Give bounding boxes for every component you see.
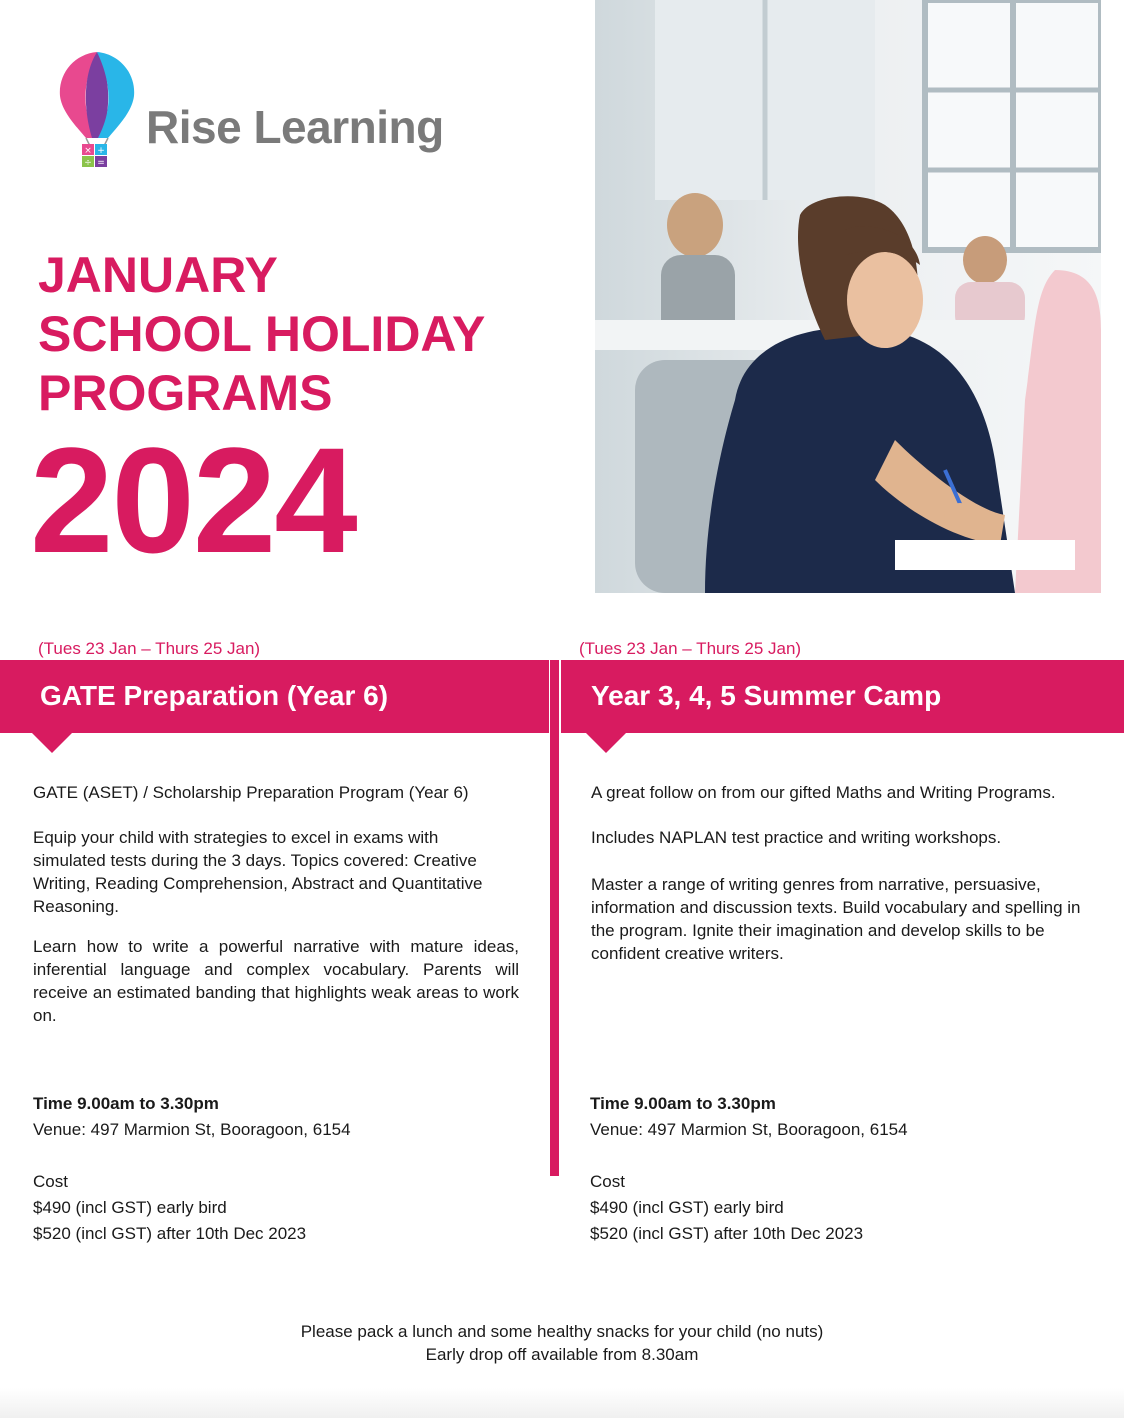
program-dates: (Tues 23 Jan – Thurs 25 Jan) [579, 639, 802, 658]
title-year: 2024 [30, 416, 356, 584]
svg-text:=: = [97, 158, 105, 168]
page-bottom-shade [0, 1388, 1124, 1418]
footer-dropoff-note: Early drop off available from 8.30am [425, 1345, 699, 1364]
title-line-3: PROGRAMS [38, 365, 333, 421]
brand-name: Rise Learning [146, 101, 444, 153]
girl-writing-illustration [595, 0, 1101, 593]
cost-standard: $520 (incl GST) after 10th Dec 2023 [33, 1224, 307, 1243]
program-banner-gate [0, 660, 549, 733]
program-description: Equip your child with strategies to excel in exams with simulated tests during the 3 days. Topics covered: Creative Writing, Reading Comprehension, Abstract and Quantitative Reasoning. [33, 828, 483, 916]
program-title: GATE Preparation (Year 6) [40, 680, 389, 711]
cost-label: Cost [33, 1172, 68, 1191]
program-banner-summer-camp [561, 660, 1124, 733]
program-description: Includes NAPLAN test practice and writing workshops. [591, 828, 1002, 847]
cost-standard: $520 (incl GST) after 10th Dec 2023 [590, 1224, 864, 1243]
program-venue: Venue: 497 Marmion St, Booragoon, 6154 [590, 1120, 908, 1139]
page-title [38, 246, 598, 423]
title-line-1: JANUARY [38, 247, 278, 303]
footer-lunch-note: Please pack a lunch and some healthy snacks for your child (no nuts) [300, 1322, 824, 1341]
program-time: Time 9.00am to 3.30pm [590, 1094, 776, 1113]
hot-air-balloon-icon [52, 46, 142, 170]
program-title: Year 3, 4, 5 Summer Camp [591, 680, 942, 711]
program-description: Master a range of writing genres from narrative, persuasive, information and discussion texts. Build vocabulary and spelling in the program. Ignite their imagination and develop skills to be confident creative writers. [591, 875, 1081, 963]
program-time: Time 9.00am to 3.30pm [33, 1094, 219, 1113]
program-dates: (Tues 23 Jan – Thurs 25 Jan) [38, 639, 261, 658]
banner-pointer [586, 733, 626, 753]
cost-early-bird: $490 (incl GST) early bird [590, 1198, 784, 1217]
cost-label: Cost [590, 1172, 625, 1191]
svg-text:÷: ÷ [84, 158, 92, 168]
program-intro: GATE (ASET) / Scholarship Preparation Program (Year 6) [33, 783, 469, 802]
program-intro: A great follow on from our gifted Maths and Writing Programs. [591, 783, 1056, 802]
footer-note [0, 1320, 1124, 1366]
program-details [33, 1091, 351, 1247]
program-venue: Venue: 497 Marmion St, Booragoon, 6154 [33, 1120, 351, 1139]
banner-pointer [32, 733, 72, 753]
program-description: Learn how to write a powerful narrative with mature ideas, inferential language and complex vocabulary. Parents will receive an estimated banding that highlights weak areas to work on. [33, 937, 519, 1025]
cost-early-bird: $490 (incl GST) early bird [33, 1198, 227, 1217]
program-details [590, 1091, 908, 1247]
svg-text:+: + [97, 146, 105, 156]
classroom-photo [595, 0, 1101, 593]
svg-text:×: × [84, 146, 92, 156]
column-divider [550, 660, 559, 1176]
title-line-2: SCHOOL HOLIDAY [38, 306, 486, 362]
